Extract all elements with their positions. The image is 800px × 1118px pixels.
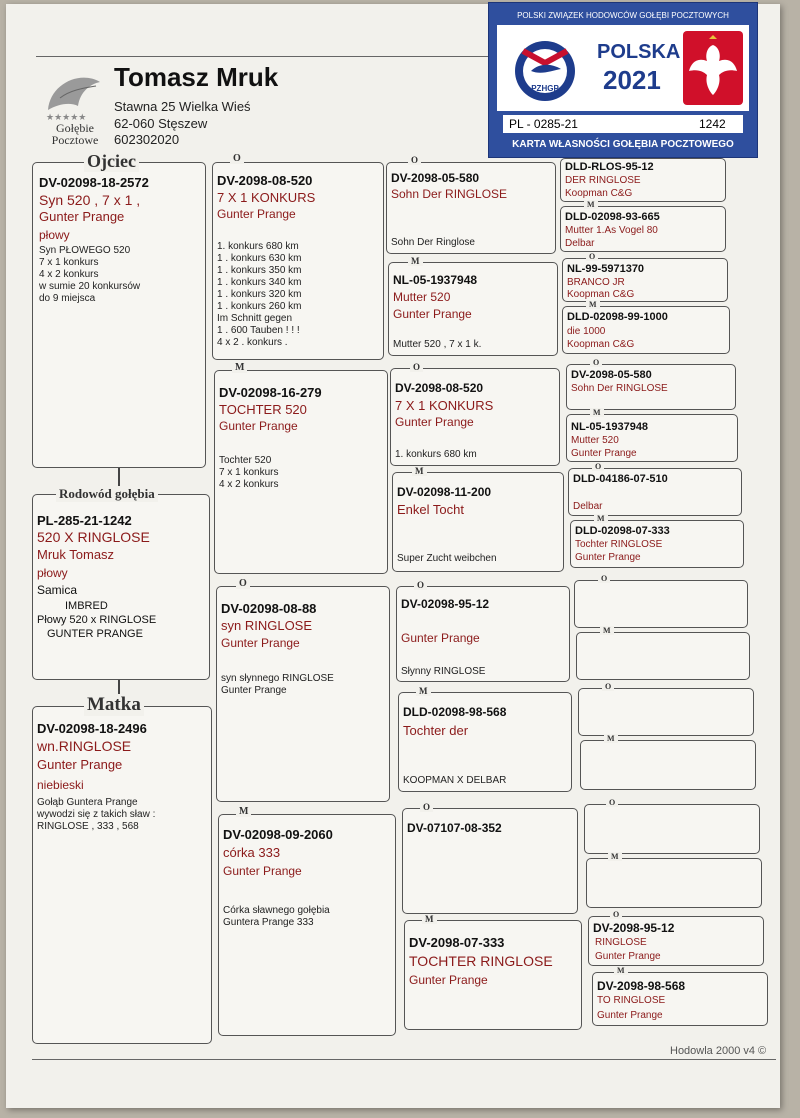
- dam-marker: M: [604, 734, 618, 743]
- gen3-name: Enkel Tocht: [397, 502, 464, 517]
- sire-marker: O: [590, 358, 602, 367]
- mother-label: Matka: [84, 694, 144, 716]
- gen3-notes: Super Zucht weibchen: [397, 553, 497, 564]
- gen4-line2: Koopman C&G: [567, 339, 635, 350]
- dam-marker: M: [408, 256, 423, 266]
- bird-breeder-note: GUNTER PRANGE: [47, 628, 143, 640]
- dam-marker: M: [412, 466, 427, 476]
- gen2-box: [214, 370, 388, 574]
- gen3-ring: DV-2098-08-520: [395, 381, 484, 395]
- dam-marker: M: [584, 200, 598, 209]
- gen4-line1: BRANCO JR: [567, 277, 625, 288]
- gen4-box: [570, 520, 744, 568]
- gen3-ring: DLD-02098-98-568: [403, 705, 507, 719]
- gen4-line1: die 1000: [567, 326, 606, 337]
- gen4-line2: Koopman C&G: [567, 289, 635, 300]
- dam-marker: M: [236, 806, 251, 817]
- owner-address-city: 62-060 Stęszew: [114, 116, 208, 131]
- mother-box: [32, 706, 212, 1044]
- gen4-ring: DV-2098-05-580: [571, 369, 652, 381]
- gen4-ring: DV-2098-98-568: [597, 979, 686, 993]
- gen3-name: Mutter 520: [393, 290, 451, 304]
- sire-marker: O: [598, 574, 610, 583]
- gen3-name: 7 X 1 KONKURS: [395, 398, 494, 413]
- gen3-box: [396, 586, 570, 682]
- gen3-notes: Słynny RINGLOSE: [401, 666, 486, 677]
- mother-color: niebieski: [37, 778, 84, 792]
- gen4-line2: Delbar: [565, 238, 595, 249]
- gen2-notes: syn słynnego RINGLOSE Gunter Prange: [221, 673, 334, 696]
- gen4-ring: DLD-02098-93-665: [565, 211, 660, 223]
- sire-marker: O: [410, 362, 423, 372]
- gen4-box: [560, 158, 726, 202]
- sire-marker: O: [230, 153, 244, 164]
- owner-name: Tomasz Mruk: [114, 62, 279, 92]
- gen3-ring: DV-02098-95-12: [401, 597, 490, 611]
- footer-divider: [32, 1059, 776, 1060]
- gen4-line1: Sohn Der RINGLOSE: [571, 383, 668, 394]
- gen2-breeder: Gunter Prange: [223, 864, 302, 878]
- bird-inbred: IMBRED: [65, 600, 108, 612]
- gen2-notes: Córka sławnego gołębia Guntera Prange 333: [223, 905, 330, 928]
- gen3-box: [388, 262, 558, 356]
- gen3-notes: 1. konkurs 680 km: [395, 449, 477, 460]
- gen2-name: syn RINGLOSE: [221, 618, 313, 633]
- gen3-box: [390, 368, 560, 466]
- sire-marker: O: [236, 578, 250, 589]
- gen4-ring: NL-05-1937948: [571, 421, 649, 433]
- gen3-ring: DV-2098-05-580: [391, 171, 480, 185]
- gen4-ring: DLD-04186-07-510: [573, 473, 668, 485]
- gen2-breeder: Gunter Prange: [217, 207, 296, 221]
- dam-marker: M: [586, 300, 600, 309]
- gen4-line1: DER RINGLOSE: [565, 175, 641, 186]
- gen2-breeder: Gunter Prange: [219, 419, 298, 433]
- gen2-name: 7 X 1 KONKURS: [217, 190, 316, 205]
- card-country: POLSKA: [597, 41, 681, 63]
- gen2-box: [212, 162, 384, 360]
- dam-marker: M: [614, 966, 628, 975]
- gen4-line2: Gunter Prange: [575, 552, 641, 563]
- pedigree-label: Rodowód gołębia: [56, 486, 158, 502]
- gen2-name: córka 333: [223, 845, 281, 860]
- gen3-ring: DV-02098-11-200: [397, 485, 492, 499]
- bird-color: płowy: [37, 566, 68, 580]
- father-color: płowy: [39, 228, 70, 242]
- gen2-box: [216, 586, 390, 802]
- gen3-box: [404, 920, 582, 1030]
- dam-marker: M: [600, 626, 614, 635]
- dam-marker: M: [608, 852, 622, 861]
- gen3-box: [386, 162, 556, 254]
- gen4-line1: RINGLOSE: [595, 937, 647, 948]
- gen4-line1: Mutter 520: [571, 435, 619, 446]
- mother-breeder: Gunter Prange: [37, 757, 123, 772]
- owner-address-street: Stawna 25 Wielka Wieś: [114, 99, 251, 114]
- dam-marker: M: [416, 686, 431, 696]
- gen3-name: Sohn Der RINGLOSE: [391, 187, 508, 201]
- gen4-ring: DLD-RLOS-95-12: [565, 161, 654, 173]
- logo-text: Gołębie Pocztowe: [51, 121, 99, 147]
- gen3-notes: Mutter 520 , 7 x 1 k.: [393, 339, 482, 350]
- dam-marker: M: [590, 408, 604, 417]
- sire-marker: O: [586, 252, 598, 261]
- sire-marker: O: [414, 580, 427, 590]
- bird-breeder: Mruk Tomasz: [37, 547, 115, 562]
- sire-marker: O: [602, 682, 614, 691]
- bird-sex: Samica: [37, 583, 78, 597]
- gen2-name: TOCHTER 520: [219, 402, 307, 417]
- sire-marker: O: [408, 155, 421, 165]
- father-ring: DV-02098-18-2572: [39, 175, 149, 190]
- dam-marker: M: [594, 514, 608, 523]
- gen4-line2: Delbar: [573, 501, 603, 512]
- gen4-box-empty: [578, 688, 754, 736]
- card-ring-row: [503, 115, 743, 133]
- sire-marker: O: [610, 910, 622, 919]
- father-notes: Syn PŁOWEGO 520 7 x 1 konkurs 4 x 2 konkurs w sumie 20 konkursów do 9 miejsca: [39, 245, 141, 304]
- gen4-box: [568, 468, 742, 516]
- gen4-box: [566, 414, 738, 462]
- gen3-name: Tochter der: [403, 723, 469, 738]
- gen3-box: [402, 808, 578, 914]
- gen3-box: [398, 692, 572, 792]
- gen4-box-empty: [580, 740, 756, 790]
- gen3-breeder: Gunter Prange: [401, 631, 480, 645]
- card-footer: KARTA WŁASNOŚCI GOŁĘBIA POCZTOWEGO: [512, 139, 734, 150]
- ownership-card: [488, 2, 758, 158]
- gen4-box-empty: [586, 858, 762, 908]
- gen3-ring: NL-05-1937948: [393, 273, 478, 287]
- pzhgp-emblem-icon: [505, 29, 585, 109]
- polish-eagle-icon: [683, 31, 743, 105]
- header-divider: [36, 56, 496, 57]
- gen3-notes: KOOPMAN X DELBAR: [403, 775, 507, 786]
- gen4-box: [588, 916, 764, 966]
- gen4-box-empty: [584, 804, 760, 854]
- bird-box: [32, 494, 210, 680]
- gen4-ring: DLD-02098-99-1000: [567, 311, 668, 323]
- gen4-box: [560, 206, 726, 252]
- svg-text:★★★★★: ★★★★★: [46, 112, 87, 122]
- gen4-box-empty: [574, 580, 748, 628]
- gen3-notes: Sohn Der Ringlose: [391, 237, 475, 248]
- gen4-box: [562, 258, 728, 302]
- gen4-line2: Gunter Prange: [597, 1010, 663, 1021]
- gen4-box: [592, 972, 768, 1026]
- gen3-ring: DV-07107-08-352: [407, 821, 502, 835]
- gen2-ring: DV-02098-16-279: [219, 385, 322, 400]
- card-year: 2021: [603, 65, 661, 95]
- mother-ring: DV-02098-18-2496: [37, 721, 147, 736]
- card-serial-number: 1242: [699, 117, 726, 131]
- father-label: Ojciec: [84, 151, 139, 172]
- gen2-notes: 1. konkurs 680 km 1 . konkurs 630 km 1 . konkurs 350 km 1 . konkurs 340 km 1 . konkurs 320 km 1 . konkurs 260 km Im Schnitt gegen 1 . 600 Tauben ! ! ! 4 x 2 . konkurs .: [217, 241, 302, 348]
- gen4-line2: Gunter Prange: [571, 448, 637, 459]
- bird-cross: Płowy 520 x RINGLOSE: [37, 614, 157, 626]
- mother-notes: Gołąb Guntera Prange wywodzi się z takich sław : RINGLOSE , 333 , 568: [37, 797, 156, 832]
- gen4-line2: Gunter Prange: [595, 951, 661, 962]
- gen2-ring: DV-02098-09-2060: [223, 827, 333, 842]
- gen4-box: [562, 306, 730, 354]
- gen4-box: [566, 364, 736, 410]
- card-panel: [497, 25, 749, 111]
- gen4-line2: Koopman C&G: [565, 188, 633, 199]
- mother-name: wn.RINGLOSE: [37, 738, 132, 754]
- gen3-breeder: Gunter Prange: [409, 973, 488, 987]
- sire-marker: O: [592, 462, 604, 471]
- gen4-ring: NL-99-5971370: [567, 263, 645, 275]
- bird-ring: PL-285-21-1242: [37, 513, 132, 528]
- svg-text:PZHGP: PZHGP: [531, 84, 559, 93]
- dam-marker: M: [232, 362, 247, 373]
- gen4-ring: DLD-02098-07-333: [575, 525, 670, 537]
- gen2-box: [218, 814, 396, 1036]
- sire-marker: O: [606, 798, 618, 807]
- gen3-box: [392, 472, 564, 572]
- father-box: [32, 162, 206, 468]
- card-header: POLSKI ZWIĄZEK HODOWCÓW GOŁĘBI POCZTOWYCH: [517, 11, 729, 20]
- software-footer: Hodowla 2000 v4 ©: [670, 1045, 767, 1057]
- gen4-line1: Tochter RINGLOSE: [575, 539, 663, 550]
- owner-phone: 602302020: [114, 132, 180, 147]
- gen2-notes: Tochter 520 7 x 1 konkurs 4 x 2 konkurs: [219, 455, 279, 490]
- gen3-breeder: Gunter Prange: [395, 415, 474, 429]
- gen3-name: TOCHTER RINGLOSE: [409, 953, 553, 969]
- gen4-box-empty: [576, 632, 750, 680]
- card-ring-number: PL - 0285-21: [509, 117, 578, 131]
- father-breeder: Gunter Prange: [39, 209, 125, 224]
- father-name: Syn 520 , 7 x 1 ,: [39, 192, 141, 208]
- gen4-line1: TO RINGLOSE: [597, 995, 666, 1006]
- gen2-ring: DV-02098-08-88: [221, 601, 317, 616]
- gen3-breeder: Gunter Prange: [393, 307, 472, 321]
- gen2-ring: DV-2098-08-520: [217, 173, 313, 188]
- gen4-ring: DV-2098-95-12: [593, 921, 675, 935]
- gen3-ring: DV-2098-07-333: [409, 935, 505, 950]
- gen2-breeder: Gunter Prange: [221, 636, 300, 650]
- gen4-line1: Mutter 1.As Vogel 80: [565, 225, 658, 236]
- bird-name: 520 X RINGLOSE: [37, 529, 150, 545]
- dam-marker: M: [422, 914, 437, 924]
- sire-marker: O: [420, 802, 433, 812]
